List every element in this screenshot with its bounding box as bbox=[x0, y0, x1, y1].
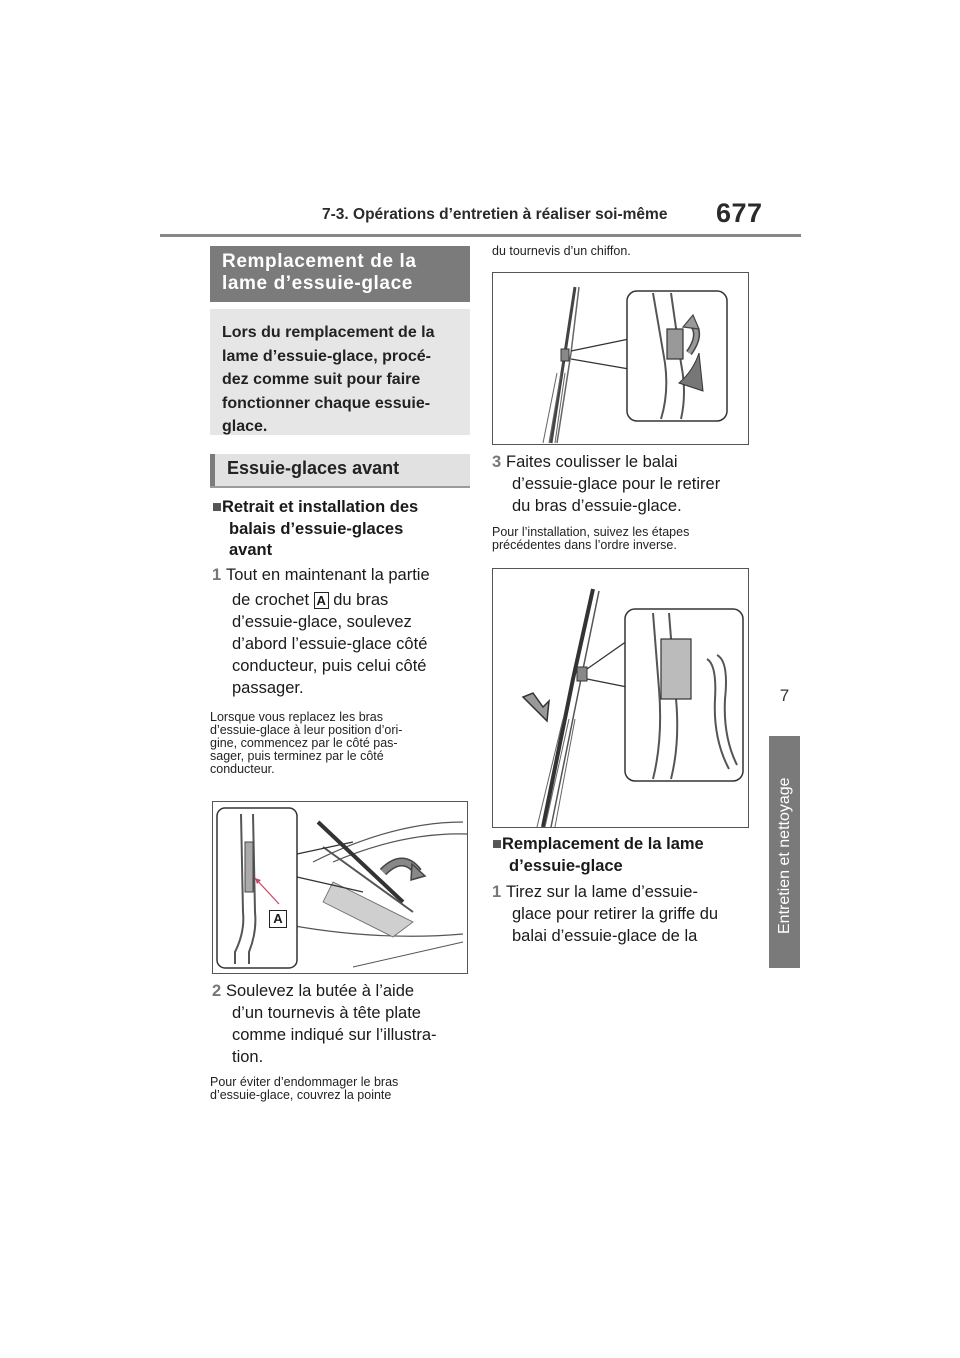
intro-line: glace. bbox=[222, 418, 268, 435]
note-2: Pour éviter d’endommager le bras d’essuie-glace, couvrez la pointe bbox=[210, 1075, 399, 1102]
step-1: 1 Tout en maintenant la partie de crochet A du bras d’essuie-glace, soulevez d’abord l’essuie-glace côté conducteur, puis celui côté passager. bbox=[212, 566, 430, 697]
label-a-marker: A bbox=[314, 592, 329, 609]
subsection-title: Essuie-glaces avant bbox=[210, 454, 470, 486]
figure-blade-slide bbox=[492, 568, 749, 828]
intro-line: lame d’essuie-glace, procé- bbox=[222, 347, 431, 365]
step-number: 2 bbox=[212, 982, 222, 1000]
header-divider bbox=[160, 234, 801, 237]
figure-wiper-arm-lift bbox=[212, 801, 468, 974]
note-2-continued: du tournevis d’un chiffon. bbox=[492, 244, 631, 258]
subsection-underline bbox=[210, 486, 470, 488]
chapter-number: 7 bbox=[779, 686, 790, 705]
section-title-line1: Remplacement de la bbox=[222, 251, 417, 272]
blade-slide-illustration bbox=[493, 569, 749, 828]
step-1-blade: 1 Tirez sur la lame d’essuie- glace pour retirer la griffe du balai d’essuie-glace de la bbox=[492, 883, 719, 945]
figure-stopper-lift bbox=[492, 272, 749, 445]
section-title-box bbox=[210, 246, 470, 302]
header-title: 7-3. Opérations d’entretien à réaliser soi-même bbox=[322, 206, 668, 223]
intro-line: fonctionner chaque essuie- bbox=[222, 394, 431, 412]
step-number: 1 bbox=[492, 883, 502, 901]
step-3: 3 Faites coulisser le balai d’essuie-glace pour le retirer du bras d’essuie-glace. bbox=[492, 453, 721, 515]
stopper-illustration bbox=[493, 273, 749, 445]
figure-label-a: A bbox=[269, 910, 287, 928]
bullet-heading-1: ■Retrait et installation des balais d’essuie-glaces avant bbox=[212, 498, 419, 559]
intro-line: Lors du remplacement de la bbox=[222, 324, 435, 341]
step-2: 2 Soulevez la butée à l’aide d’un tournevis à tête plate comme indiqué sur l’illustra- tion. bbox=[212, 982, 437, 1066]
step-number: 1 bbox=[212, 566, 222, 584]
page-number: 677 bbox=[716, 198, 763, 228]
bullet-square-icon: ■ bbox=[212, 498, 222, 516]
step-number: 3 bbox=[492, 453, 502, 471]
note-3: Pour l’installation, suivez les étapes précédentes dans l’ordre inverse. bbox=[492, 525, 690, 552]
note-1: Lorsque vous replacez les bras d’essuie-glace à leur position d’ori- gine, commencez par le côté pas- sager, puis terminez par le côté conducteur. bbox=[210, 710, 403, 776]
wiper-arm-illustration bbox=[213, 802, 468, 974]
intro-line: dez comme suit pour faire bbox=[222, 371, 421, 388]
bullet-square-icon: ■ bbox=[492, 835, 502, 853]
bullet-heading-2: ■Remplacement de la lame d’essuie-glace bbox=[492, 835, 704, 875]
chapter-title: Entretien et nettoyage bbox=[776, 777, 793, 935]
section-title-line2: lame d’essuie-glace bbox=[222, 273, 413, 294]
section-intro bbox=[210, 309, 470, 435]
